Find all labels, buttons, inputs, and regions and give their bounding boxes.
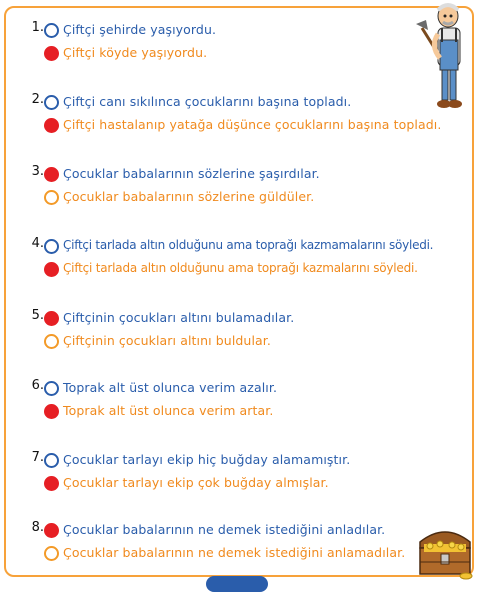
answer-option-radio[interactable] [44, 523, 59, 538]
question-number: 2. [31, 92, 44, 107]
answer-option-text: Çiftçi şehirde yaşıyordu. [63, 22, 217, 37]
answer-option-text: Çiftçi tarlada altın olduğunu ama toprağı kazmalarını söyledi. [63, 261, 418, 275]
answer-option-text: Çiftçi köyde yaşıyordu. [63, 45, 208, 60]
answer-option-radio[interactable] [44, 95, 59, 110]
answer-option-text: Çocuklar babalarının sözlerine şaşırdılar. [63, 166, 320, 181]
question-number: 1. [31, 20, 44, 35]
answer-option-radio[interactable] [44, 476, 59, 491]
question-number: 6. [31, 378, 44, 393]
answer-option-radio[interactable] [44, 404, 59, 419]
treasure-chest-icon [414, 520, 476, 580]
answer-option-text: Çiftçi hastalanıp yatağa düşünce çocuklarını başına topladı. [63, 117, 442, 132]
answer-option-radio[interactable] [44, 546, 59, 561]
question-3 [0, 162, 470, 218]
question-number: 4. [31, 236, 44, 251]
question-2 [0, 90, 470, 146]
answer-option-radio[interactable] [44, 190, 59, 205]
answer-option-text: Çocuklar tarlayı ekip çok buğday almışlar. [63, 475, 329, 490]
question-7 [0, 448, 470, 504]
question-8 [0, 518, 470, 574]
answer-option-radio[interactable] [44, 334, 59, 349]
answer-option-radio[interactable] [44, 453, 59, 468]
question-number: 5. [31, 308, 44, 323]
answer-option-radio[interactable] [44, 239, 59, 254]
answer-option-radio[interactable] [44, 381, 59, 396]
question-6 [0, 376, 470, 432]
answer-option-text: Çiftçinin çocukları altını buldular. [63, 333, 271, 348]
answer-option-radio[interactable] [44, 262, 59, 277]
answer-option-radio[interactable] [44, 118, 59, 133]
page-number-badge [206, 576, 268, 592]
answer-option-radio[interactable] [44, 311, 59, 326]
answer-option-radio[interactable] [44, 167, 59, 182]
answer-option-text: Toprak alt üst olunca verim azalır. [63, 380, 278, 395]
answer-option-text: Çocuklar babalarının ne demek istediğini anladılar. [63, 522, 386, 537]
question-5 [0, 306, 470, 362]
answer-option-text: Çiftçi tarlada altın olduğunu ama toprağı kazmamalarını söyledi. [63, 238, 434, 252]
answer-option-text: Çocuklar tarlayı ekip hiç buğday alamamıştır. [63, 452, 351, 467]
answer-option-radio[interactable] [44, 23, 59, 38]
question-1 [0, 18, 470, 74]
answer-option-text: Toprak alt üst olunca verim artar. [63, 403, 274, 418]
answer-option-text: Çiftçi canı sıkılınca çocuklarını başına topladı. [63, 94, 352, 109]
question-number: 7. [31, 450, 44, 465]
question-number: 8. [31, 520, 44, 535]
answer-option-text: Çocuklar babalarının ne demek istediğini anlamadılar. [63, 545, 406, 560]
answer-option-text: Çocuklar babalarının sözlerine güldüler. [63, 189, 315, 204]
question-number: 3. [31, 164, 44, 179]
question-4 [0, 234, 470, 290]
answer-option-radio[interactable] [44, 46, 59, 61]
answer-option-text: Çiftçinin çocukları altını bulamadılar. [63, 310, 295, 325]
